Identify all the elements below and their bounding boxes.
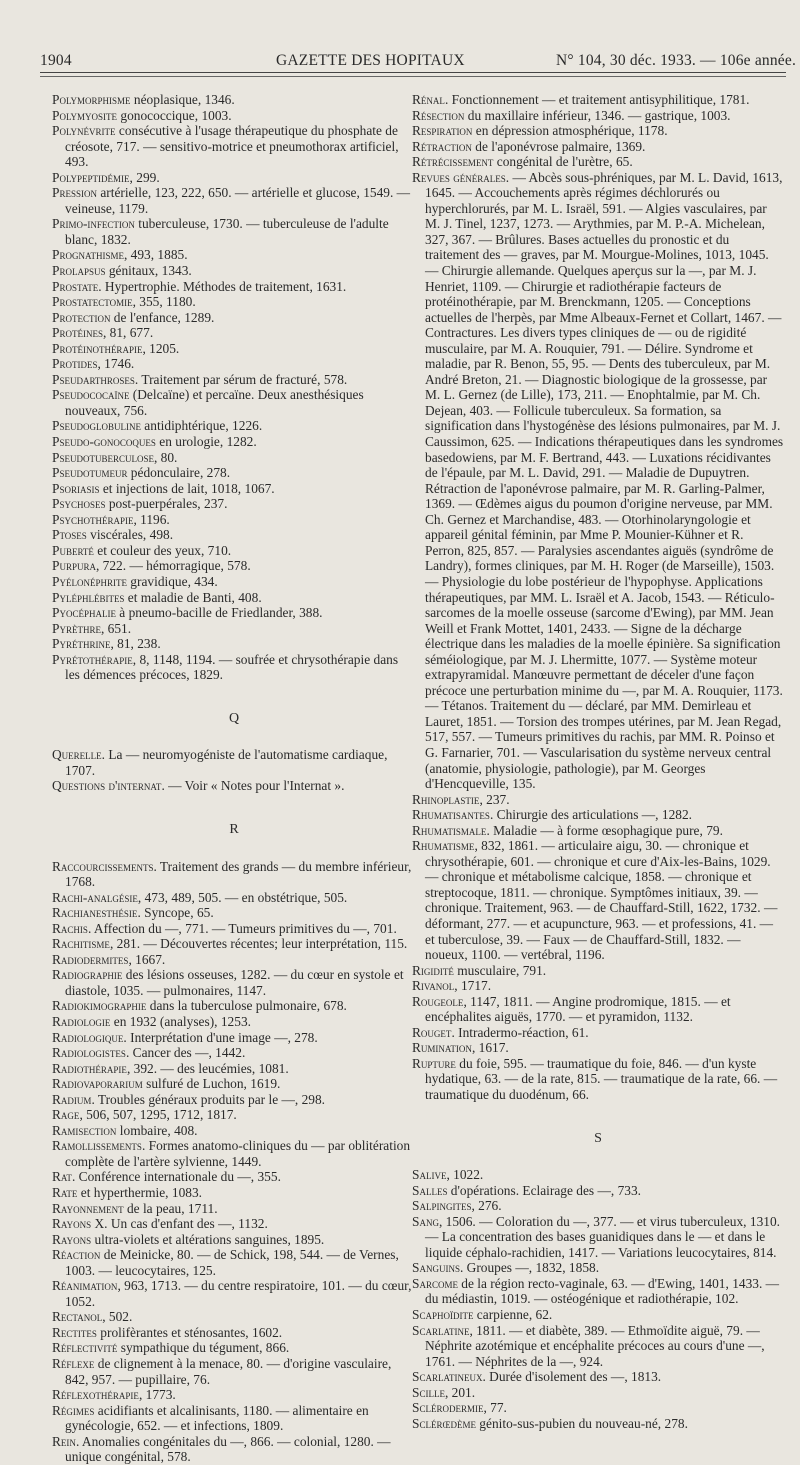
- entry-text: , 201.: [444, 1384, 476, 1400]
- entry-text: en dépression atmosphérique, 1178.: [472, 123, 668, 139]
- entry-text: lombaire, 408.: [116, 1122, 198, 1138]
- entry-keyword: Primo-infection: [52, 216, 135, 232]
- entry-text: , 1667.: [128, 951, 166, 967]
- entry-text: du foie, 595. — traumatique du foie, 846. — d'un kyste hydatique, 63. — de la rate, 815. — traumatique de la rate, 66. — traumatique du duodénum, 66.: [425, 1055, 778, 1102]
- index-entry: [52, 1309, 416, 1325]
- entry-text: et maladie de Banti, 408.: [124, 589, 262, 605]
- entry-text: . Syncope, 65.: [137, 905, 214, 921]
- index-entry: [412, 1198, 784, 1214]
- index-entry: [412, 792, 784, 808]
- entry-text: en urologie, 1282.: [155, 434, 257, 450]
- index-entry: [52, 1107, 416, 1123]
- entry-text: en 1932 (analyses), 1253.: [110, 1013, 251, 1029]
- index-entry: [52, 279, 416, 295]
- index-entry: [52, 1061, 416, 1077]
- entry-text: génito-sus-pubien du nouveau-né, 278.: [475, 1415, 688, 1431]
- entry-keyword: Prognathisme: [52, 247, 124, 263]
- index-entry: [52, 108, 416, 124]
- index-entry: [52, 558, 416, 574]
- entry-keyword: Psychoses: [52, 496, 106, 512]
- entry-keyword: Protéinothérapie: [52, 340, 143, 356]
- index-entry: [52, 263, 416, 279]
- entry-text: antidiphtérique, 1226.: [140, 418, 263, 434]
- entry-keyword: Rachi-analgésie: [52, 889, 138, 905]
- entry-text: gonococcique, 1003.: [117, 107, 232, 123]
- entry-keyword: Rectites: [52, 1324, 97, 1340]
- entry-keyword: Scarlatineux: [412, 1369, 483, 1385]
- entry-text: à pneumo-bacille de Friedlander, 388.: [115, 605, 323, 621]
- entry-text: , 1717.: [454, 978, 492, 994]
- entry-text: . Intradermo-réaction, 61.: [451, 1024, 589, 1040]
- entry-text: et injections de lait, 1018, 1067.: [99, 480, 275, 496]
- entry-keyword: Sang: [412, 1213, 439, 1229]
- entry-text: , 77.: [483, 1400, 507, 1416]
- index-entry: [52, 465, 416, 481]
- entries-p: [52, 92, 416, 683]
- index-entry: [412, 1214, 784, 1261]
- page-number: 1904: [40, 52, 72, 69]
- entry-keyword: Psychothérapie: [52, 511, 134, 527]
- entry-keyword: Radium: [52, 1091, 92, 1107]
- index-entry: [52, 1076, 416, 1092]
- entry-keyword: Rhumatisantes: [412, 807, 490, 823]
- entry-keyword: Réflectivité: [52, 1340, 118, 1356]
- entry-text: . Traitement des grands — du membre inférieur, 1768.: [65, 858, 412, 890]
- entry-text: pédonculaire, 278.: [127, 465, 231, 481]
- entry-keyword: Sclérœdème: [412, 1415, 476, 1431]
- index-entry: [412, 92, 784, 108]
- index-entry: [52, 356, 416, 372]
- entry-text: . Troubles généraux produits par le —, 298.: [91, 1091, 326, 1107]
- entry-text: , 722. — hémorragique, 578.: [95, 558, 251, 574]
- entry-keyword: Rachis: [52, 920, 88, 936]
- index-entry: [52, 1092, 416, 1108]
- index-entry: [412, 1183, 784, 1199]
- entry-keyword: Pseudotumeur: [52, 465, 128, 481]
- entry-text: . Affection du —, 771. — Tumeurs primitives du —, 701.: [87, 920, 397, 936]
- entry-keyword: Réflexothérapie: [52, 1387, 139, 1403]
- entry-keyword: Prostate: [52, 278, 99, 294]
- entry-keyword: Polynévrite: [52, 123, 116, 139]
- entry-keyword: Prostatectomie: [52, 294, 133, 310]
- entry-text: . Durée d'isolement des —, 1813.: [482, 1369, 662, 1385]
- entry-text: (Delcaïne) et percaïne. Deux anesthésiques nouveaux, 756.: [65, 387, 364, 418]
- entry-text: , 355, 1180.: [132, 294, 196, 310]
- entry-keyword: Respiration: [412, 123, 473, 139]
- index-entry: [52, 905, 416, 921]
- index-entry: [52, 1340, 416, 1356]
- entry-text: de Meinicke, 80. — de Schick, 198, 544. — de Vernes, 1003. — leucocytaires, 125.: [65, 1247, 399, 1278]
- entry-text: , 493, 1885.: [123, 247, 188, 263]
- index-entry: [412, 1056, 784, 1103]
- entry-text: . Anomalies congénitales du —, 866. — colonial, 1280. — unique congénital, 578.: [65, 1433, 391, 1465]
- entry-keyword: Salles: [412, 1182, 448, 1198]
- entry-text: , 651.: [100, 620, 132, 636]
- entry-keyword: Pyrétothérapie: [52, 651, 133, 667]
- entry-text: de l'aponévrose palmaire, 1369.: [471, 138, 646, 154]
- entry-keyword: Pseudarthroses: [52, 371, 135, 387]
- entry-keyword: Purpura: [52, 558, 96, 574]
- index-entry: [52, 372, 416, 388]
- entry-keyword: Rénal: [412, 92, 445, 107]
- index-entry: [52, 952, 416, 968]
- entry-keyword: Radiokimographie: [52, 998, 147, 1014]
- index-entry: [52, 778, 416, 794]
- index-entry: [52, 621, 416, 637]
- issue-info: N° 104, 30 déc. 1933. — 106e année.: [556, 52, 797, 69]
- index-entry: [412, 154, 784, 170]
- section-letter-r: R: [229, 821, 239, 837]
- entry-keyword: Rayons: [52, 1231, 92, 1247]
- entry-keyword: Ramisection: [52, 1122, 117, 1138]
- index-entry: [52, 1169, 416, 1185]
- entry-keyword: Rachianesthésie: [52, 905, 138, 921]
- index-entry: [52, 341, 416, 357]
- entry-text: acidifiants et alcalinisants, 1180. — alimentaire en gynécologie, 652. — et infections, 1809.: [65, 1402, 369, 1434]
- entry-text: . Interprétation d'une image —, 278.: [123, 1029, 318, 1045]
- index-entry: [52, 294, 416, 310]
- entry-keyword: Radiovaporarium: [52, 1076, 143, 1092]
- entry-text: . Groupes —, 1832, 1858.: [459, 1260, 600, 1276]
- index-entry: [412, 1040, 784, 1056]
- entry-keyword: Salive: [412, 1167, 447, 1183]
- entry-text: du maxillaire inférieur, 1346. — gastrique, 1003.: [464, 107, 731, 123]
- entries-r: [52, 859, 416, 1465]
- entry-keyword: Rougeole: [412, 993, 464, 1009]
- entry-text: X. Un cas d'enfant des —, 1132.: [91, 1216, 268, 1232]
- entries-q: [52, 747, 416, 794]
- entry-text: . Chirurgie des articulations —, 1282.: [489, 807, 693, 823]
- index-entry: [52, 185, 416, 216]
- entry-keyword: Scaphoïdite: [412, 1307, 474, 1323]
- entry-keyword: Pyocéphalie: [52, 605, 116, 621]
- left-column: [52, 92, 416, 1465]
- index-entry: [52, 1232, 416, 1248]
- index-entry: [412, 1400, 784, 1416]
- entry-keyword: Rouget: [412, 1024, 452, 1040]
- index-entry: [412, 1323, 784, 1370]
- entry-text: . Fonctionnement — et traitement antisyphilitique, 1781.: [444, 92, 750, 107]
- index-entry: [52, 1387, 416, 1403]
- entry-text: de clignement à la menace, 80. — d'origine vasculaire, 842, 957. — pupillaire, 76.: [65, 1356, 392, 1387]
- entry-text: , 81, 677.: [102, 325, 154, 341]
- entry-keyword: Revues générales: [412, 169, 506, 185]
- index-entry: [412, 1276, 784, 1307]
- entry-text: , 80.: [153, 449, 178, 465]
- entry-text: viscérales, 498.: [86, 527, 174, 543]
- header-rule: [40, 76, 786, 77]
- index-entry: [412, 1260, 784, 1276]
- index-entry: [52, 543, 416, 559]
- index-entry: [52, 1434, 416, 1465]
- entry-keyword: Régimes: [52, 1402, 95, 1418]
- entry-keyword: Rat: [52, 1169, 72, 1185]
- entry-text: , 1746.: [97, 356, 135, 372]
- index-entry: [412, 994, 784, 1025]
- index-entry: [52, 1014, 416, 1030]
- index-entry: [412, 108, 784, 124]
- entry-text: de la région recto-vaginale, 63. — d'Ewing, 1401, 1433. — du médiastin, 1019. — ostéogénique et radiothérapie, 102.: [425, 1275, 780, 1307]
- entry-keyword: Réflexe: [52, 1356, 95, 1372]
- entry-text: , 963, 1713. — du centre respiratoire, 101. — du cœur, 1052.: [65, 1278, 412, 1309]
- entry-text: , 1773.: [138, 1387, 176, 1403]
- entry-keyword: Rétraction: [412, 138, 472, 154]
- entry-keyword: Sarcome: [412, 1275, 458, 1291]
- entry-text: , 1147, 1811. — Angine prodromique, 1815. — et encéphalites aiguës, 1770. — et pyramidon, 1132.: [425, 993, 731, 1025]
- entry-text: , 506, 507, 1295, 1712, 1817.: [79, 1107, 237, 1123]
- index-entry: [52, 1185, 416, 1201]
- entry-text: , 1811. — et diabète, 389. — Ethmoïdite aiguë, 79. — Néphrite azotémique et encéphalite précoces au cours d'une —, 1761. — Néphrites de la —, 924.: [425, 1322, 765, 1369]
- entry-text: et hyperthermie, 1083.: [77, 1185, 203, 1200]
- index-entry: [52, 605, 416, 621]
- entry-keyword: Résection: [412, 107, 465, 123]
- entry-keyword: Protides: [52, 356, 98, 372]
- entry-keyword: Scille: [412, 1384, 445, 1400]
- entries-s: [412, 1167, 784, 1431]
- entry-keyword: Pseudococaïne: [52, 387, 130, 403]
- entry-text: dans la tuberculose pulmonaire, 678.: [146, 998, 347, 1014]
- entry-keyword: Polymyosite: [52, 107, 118, 123]
- entry-keyword: Rhinoplastie: [412, 791, 480, 807]
- entry-keyword: Puberté: [52, 542, 94, 558]
- index-entry: [412, 139, 784, 155]
- entry-keyword: Rage: [52, 1107, 80, 1123]
- index-entry: [52, 387, 416, 418]
- entry-keyword: Rayons: [52, 1216, 92, 1232]
- entry-text: , 1205.: [142, 340, 180, 356]
- entry-keyword: Rachitisme: [52, 936, 110, 952]
- entry-text: artérielle, 123, 222, 650. — artérielle et glucose, 1549. — veineuse, 1179.: [65, 185, 411, 216]
- index-entry: [52, 496, 416, 512]
- entry-keyword: Polymorphisme: [52, 92, 131, 107]
- index-entry: [412, 978, 784, 994]
- entry-keyword: Rein: [52, 1433, 76, 1449]
- index-entry: [412, 170, 784, 792]
- index-entry: [52, 1123, 416, 1139]
- entry-keyword: Radiologique: [52, 1029, 124, 1045]
- entry-keyword: Rectanol: [52, 1309, 103, 1325]
- entry-keyword: Protection: [52, 309, 111, 325]
- index-entry: [52, 1201, 416, 1217]
- index-entry: [52, 1030, 416, 1046]
- index-entry: [52, 1045, 416, 1061]
- entry-keyword: Rate: [52, 1185, 78, 1200]
- entry-keyword: Pyélonéphrite: [52, 573, 127, 589]
- index-entry: [52, 1247, 416, 1278]
- entry-text: ultra-violets et altérations sanguines, 1895.: [91, 1231, 325, 1247]
- entry-text: , 473, 489, 505. — en obstétrique, 505.: [137, 889, 348, 905]
- index-entry: [52, 747, 416, 778]
- entry-text: musculaire, 791.: [453, 962, 547, 978]
- index-entry: [52, 652, 416, 683]
- entry-text: . — Abcès sous-phréniques, par M. L. David, 1613, 1645. — Accouchements après régimes déchlorurés ou hyperchlorurés, par M. L. Israël, 591. — Algies vasculaires, par M. J. Tinel, 1237, 1273. — Arythmies, par M. P.-A. Michelean, 327, 367. — Brûlures. Bases actuelles du pronostic et du traitement des — graves, par M. Mourgue-Molines, 1013, 1045. — Chirurgie allemande. Quelques aperçus sur la —, par M. J. Henriet, 1109. — Chirurgie et radiothérapie facteurs de protéinothérapie, par M. Brenckmann, 1205. — Conceptions actuelles de l'herpès, par Mme Albeaux-Fernet et Collart, 1467. — Contractures. Les divers types cliniques de — ou de rigidité musculaire, par M. A. Rouquier, 791. — Délire. Syndrome et maladie, par R. Benon, 55, 95. — Dents des tuberculeux, par M. André Breton, 21. — Diagnostic biologique de la grossesse, par M. L. Gernez (de Lille), 173, 211. — Enophtalmie, par M. Ch. Dejean, 403. — Follicule tuberculeux. Sa formation, sa signification dans l'hystogénèse des lésions pulmonaires, par M. J. Caussimon, 625. — Indications thérapeutiques dans les syndromes basedowiens, par M. F. Bertrand, 443. — Luxations récidivantes de l'épaule, par M. L. David, 291. — Maladie de Dupuytren. Rétraction de l'aponévrose palmaire, par M. R. Garling-Palmer, 1369. — Œdèmes aigus du poumon d'origine nerveuse, par MM. Ch. Gernez et Marchandise, 483. — Otorhinolaryngologie et appareil génital féminin, par Mme P. Mounier-Kühner et R. Perron, 825, 857. — Paralysies ascendantes aiguës (syndrôme de Landry), formes cliniques, par M. H. Roger (de Marseille), 1503. — Physiologie du lobe postérieur de l'hypophyse. Applications thérapeutiques, par MM. L. Israël et A. Jacob, 1543. — Réticulo-sarcomes de la moelle osseuse (sarcome d'Ewing), par MM. Jean Weill et Frank Mottet, 1401, 2433. — Signe de la décharge électrique dans les maladies de la moelle épinière. Sa signification séméiologique, par M. J. Lhermitte, 1077. — Système moteur extrapyramidal. Manœuvre permettant de déceler d'une façon précoce une perturbation minime du —, par M. A. Rouquier, 1173. — Tétanos. Traitement du — déclaré, par MM. Demirleau et Lauret, 1851. — Torsion des trompes utérines, par M. Jean Regad, 517, 557. — Tumeurs primitives du rachis, par MM. R. Poinso et G. Farnarier, 701. — Vascularisation du système nerveux central (anatomie, physiologie, pathologie), par M. Georges d'Hencqueville, 135.: [425, 169, 784, 792]
- index-entry: [52, 247, 416, 263]
- entry-keyword: Réanimation: [52, 1278, 118, 1294]
- entry-keyword: Radiodermites: [52, 951, 129, 967]
- index-entry: [52, 1325, 416, 1341]
- entry-text: de la peau, 1711.: [123, 1200, 218, 1216]
- entry-keyword: Questions d'internat: [52, 778, 162, 794]
- index-entry: [52, 1278, 416, 1309]
- entry-keyword: Pseudoglobuline: [52, 418, 141, 434]
- entry-text: des lésions osseuses, 1282. — du cœur en systole et diastole, 1035. — pulmonaires, 1147.: [65, 967, 404, 998]
- entry-keyword: Radiologie: [52, 1013, 111, 1029]
- index-entry: [52, 434, 416, 450]
- section-letter-s: S: [594, 1130, 602, 1146]
- index-entry: [412, 123, 784, 139]
- entry-keyword: Radiographie: [52, 967, 123, 983]
- journal-title: GAZETTE DES HOPITAUX: [276, 52, 465, 69]
- index-entry: [52, 512, 416, 528]
- entry-text: , 81, 238.: [110, 636, 161, 652]
- entries-r-continued: [412, 92, 784, 1103]
- entry-text: . Conférence internationale du —, 355.: [71, 1169, 281, 1185]
- entry-keyword: Pseudo-gonocoques: [52, 434, 156, 450]
- index-entry: [52, 170, 416, 186]
- entry-text: post-puerpérales, 237.: [105, 496, 228, 512]
- index-entry: [52, 1216, 416, 1232]
- index-entry: [412, 807, 784, 823]
- section-letter-q: Q: [228, 710, 240, 726]
- entry-text: congénital de l'urètre, 65.: [493, 154, 633, 170]
- entry-text: , 1196.: [133, 511, 170, 527]
- entry-keyword: Polypeptidémie: [52, 169, 130, 185]
- entry-keyword: Ptoses: [52, 527, 87, 543]
- index-entry: [52, 310, 416, 326]
- entry-keyword: Radiothérapie: [52, 1060, 127, 1076]
- entry-text: , 281. — Découvertes récentes; leur interprétation, 115.: [109, 936, 408, 952]
- entry-text: . Formes anatomo-cliniques du — par oblitération complète de l'artère sylvienne, 1449.: [65, 1138, 411, 1169]
- entry-text: et couleur des yeux, 710.: [93, 542, 232, 558]
- index-entry: [52, 123, 416, 170]
- index-entry: [52, 1356, 416, 1387]
- index-entry: [412, 1416, 784, 1432]
- entry-text: , 8, 1148, 1194. — soufrée et chrysothérapie dans les démences précoces, 1829.: [65, 651, 399, 683]
- entry-text: , 392. — des leucémies, 1081.: [126, 1060, 289, 1076]
- entry-keyword: Rétrécissement: [412, 154, 494, 170]
- entry-keyword: Réaction: [52, 1247, 101, 1263]
- entry-text: , 299.: [129, 169, 160, 185]
- entry-keyword: Prolapsus: [52, 263, 106, 279]
- entry-keyword: Rayonnement: [52, 1200, 124, 1216]
- index-entry: [412, 1167, 784, 1183]
- index-entry: [52, 325, 416, 341]
- entry-text: , 1506. — Coloration du —, 377. — et virus tuberculeux, 1310. — La concentration des bases guanidiques dans le — et dans le liquide céphalo-rachidien, 1417. — Variations leucocytaires, 814.: [425, 1213, 781, 1260]
- entry-text: , 237.: [479, 791, 510, 807]
- index-entry: [412, 823, 784, 839]
- entry-text: . La — neuromyogéniste de l'automatisme cardiaque, 1707.: [65, 747, 388, 778]
- entry-keyword: Pression: [52, 185, 97, 201]
- entry-text: . Traitement par sérum de fracturé, 578.: [134, 371, 348, 387]
- right-column: [412, 92, 784, 1431]
- index-entry: [52, 890, 416, 906]
- entry-text: sulfuré de Luchon, 1619.: [142, 1076, 281, 1092]
- entry-keyword: Rhumatisme: [412, 838, 475, 854]
- entry-text: , 276.: [471, 1198, 502, 1214]
- entry-keyword: Radiologistes: [52, 1045, 126, 1061]
- entry-text: carpienne, 62.: [473, 1307, 553, 1323]
- entry-text: néoplasique, 1346.: [130, 92, 235, 107]
- index-entry: [52, 92, 416, 108]
- entry-text: , 832, 1861. — articulaire aigu, 30. — chronique et chrysothérapie, 601. — chronique et cure d'Aix-les-Bains, 1029. — chronique et métabolisme calcique, 1858. — chronique et streptocoque, 1811. — chronique. Symptômes initiaux, 39. — chronique. Traitement, 963. — de Chauffard-Still, 1622, 1732. — déformant, 277. — et acupuncture, 963. — et professions, 41. — et tuberculose, 39. — Faux — de Chauffard-Still, 1832. — noueux, 1100. — vertébral, 1196.: [425, 838, 778, 963]
- index-entry: [412, 838, 784, 962]
- entry-text: , 1022.: [446, 1167, 484, 1183]
- entry-text: , 1617.: [471, 1040, 509, 1056]
- index-entry: [52, 967, 416, 998]
- entry-keyword: Rigidité: [412, 962, 454, 978]
- entry-keyword: Pyréthrine: [52, 636, 111, 652]
- index-entry: [52, 450, 416, 466]
- entry-text: gravidique, 434.: [126, 573, 218, 589]
- entry-text: de l'enfance, 1289.: [110, 309, 215, 325]
- entry-keyword: Pyléphlébites: [52, 589, 125, 605]
- entry-text: consécutive à l'usage thérapeutique du phosphate de créosote, 717. — sensitivo-motrice et pneumothorax artificiel, 493.: [65, 123, 399, 170]
- entry-keyword: Querelle: [52, 747, 102, 763]
- entry-text: . Cancer des —, 1442.: [125, 1045, 246, 1061]
- entry-keyword: Scarlatine: [412, 1322, 470, 1338]
- running-header: [40, 50, 797, 73]
- entry-text: génitaux, 1343.: [105, 263, 192, 279]
- index-entry: [52, 527, 416, 543]
- index-entry: [52, 936, 416, 952]
- entry-text: . — Voir « Notes pour l'Internat ».: [161, 778, 345, 794]
- entry-text: sympathique du tégument, 866.: [117, 1340, 290, 1356]
- index-entry: [52, 574, 416, 590]
- index-entry: [412, 1307, 784, 1323]
- entry-keyword: Psoriasis: [52, 480, 100, 496]
- index-entry: [52, 1138, 416, 1169]
- index-entry: [412, 1025, 784, 1041]
- entry-keyword: Pseudotuberculose: [52, 449, 154, 465]
- entry-text: prolifèrantes et sténosantes, 1602.: [96, 1324, 283, 1340]
- index-entry: [52, 1403, 416, 1434]
- index-entry: [52, 216, 416, 247]
- entry-keyword: Rhumatismale: [412, 822, 487, 838]
- entry-text: . Hypertrophie. Méthodes de traitement, 1631.: [98, 278, 347, 294]
- index-entry: [52, 481, 416, 497]
- entry-keyword: Raccourcissements: [52, 858, 154, 874]
- entry-keyword: Protéines: [52, 325, 103, 341]
- index-entry: [52, 636, 416, 652]
- entry-text: d'opérations. Eclairage des —, 733.: [447, 1182, 641, 1198]
- entry-keyword: Rivanol: [412, 978, 455, 994]
- entry-keyword: Rumination: [412, 1040, 472, 1056]
- entry-keyword: Ramollissements: [52, 1138, 142, 1154]
- index-entry: [412, 1385, 784, 1401]
- entry-text: tuberculeuse, 1730. — tuberculeuse de l'adulte blanc, 1832.: [65, 216, 389, 247]
- index-entry: [412, 1369, 784, 1385]
- index-entry: [52, 418, 416, 434]
- index-entry: [52, 998, 416, 1014]
- index-entry: [412, 963, 784, 979]
- entry-text: , 502.: [102, 1309, 133, 1325]
- entry-keyword: Rupture: [412, 1055, 456, 1071]
- entry-keyword: Salpingites: [412, 1198, 472, 1214]
- entry-keyword: Pyrèthre: [52, 620, 101, 636]
- entry-keyword: Sclérodermie: [412, 1400, 484, 1416]
- index-entry: [52, 921, 416, 937]
- entry-text: . Maladie — à forme œsophagique pure, 79.: [486, 822, 723, 838]
- index-entry: [52, 859, 416, 890]
- entry-keyword: Sanguins: [412, 1260, 460, 1276]
- index-entry: [52, 590, 416, 606]
